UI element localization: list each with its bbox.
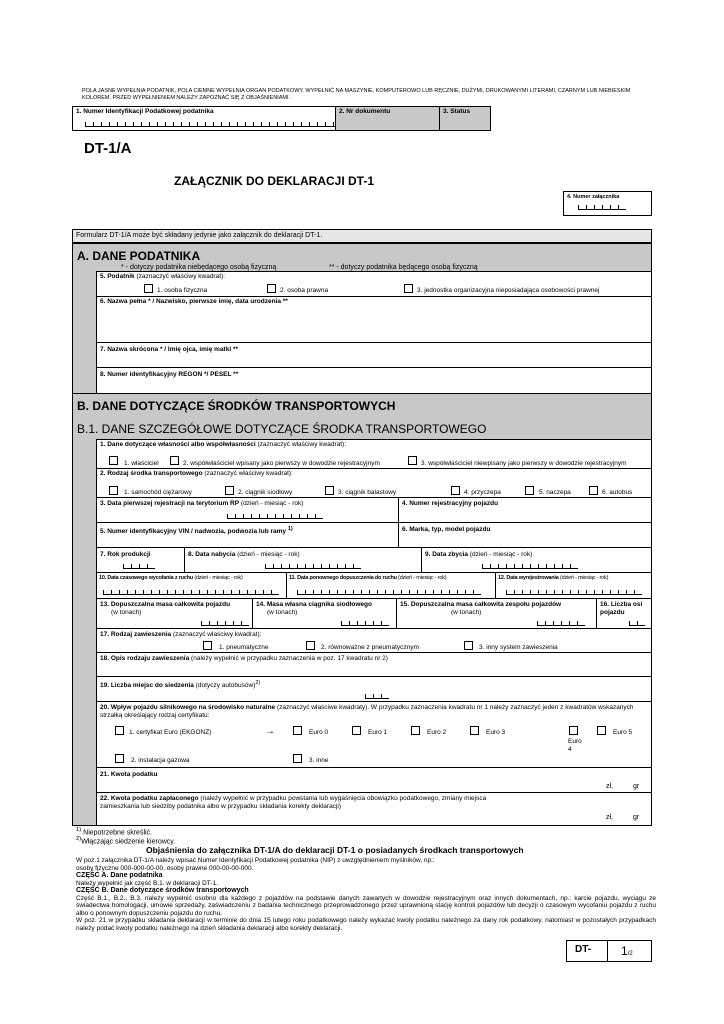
tax-paid-pln: zł, xyxy=(606,814,613,821)
acquisition-date-ticks xyxy=(265,564,361,569)
deregistration-date-hint: (dzień - miesiąc - rok) xyxy=(559,575,609,581)
vin-footnote-ref: 1) xyxy=(287,526,293,532)
combination-weight-label: 15. Dopuszczalna masa całkowita zespołu pojazdów xyxy=(400,601,562,608)
seats-ticks xyxy=(365,694,389,699)
option-other-suspension: 3. inny system zawieszenia xyxy=(479,644,558,651)
tractor-weight-label: 14. Masa własna ciągnika siodłowego xyxy=(256,601,372,608)
explanations-part-b-heading: CZĘŚĆ B. Dane dotyczące środków transportowych xyxy=(76,887,249,894)
checkbox-semi-trailer[interactable] xyxy=(525,486,534,495)
tax-amount-gr: gr xyxy=(633,783,640,790)
tractor-weight-unit: (w tonach) xyxy=(267,609,298,616)
footnote-2-mark: 2) xyxy=(76,836,82,842)
first-registration-hint: (dzień - miesiąc - rok) xyxy=(240,500,304,507)
disposal-date-field[interactable] xyxy=(421,547,652,573)
environment-impact-label: 20. Wpływ pojazdu silnikowego na środowisko naturalne xyxy=(100,704,276,711)
seats-label: 19. Liczba miejsc do siedzenia xyxy=(100,682,194,690)
checkbox-natural-person[interactable] xyxy=(144,284,153,293)
explanations-part-a: Należy wypełnić jak część B.1. w deklaracji DT-1. xyxy=(76,879,218,887)
combination-weight-field[interactable] xyxy=(396,598,597,629)
readmission-date-field[interactable] xyxy=(286,572,496,599)
regon-pesel-label: 8. Numer identyfikacyjny REGON */ PESEL ** xyxy=(100,371,239,378)
disposal-date-ticks xyxy=(482,564,578,569)
option-euro1: Euro 1 xyxy=(368,729,388,736)
footer-page: 1 xyxy=(621,944,628,958)
suspension-description-field[interactable] xyxy=(96,652,652,677)
ownership-hint: (zaznaczyć właściwy kwadrat): xyxy=(257,441,347,448)
footnote-2-text: Włączając siedzenie kierowcy. xyxy=(81,838,176,846)
short-name-field[interactable] xyxy=(96,342,652,368)
tax-paid-label: 22. Kwota podatku zapłaconego xyxy=(100,795,199,802)
acquisition-date-hint: (dzień - miesiąc - rok) xyxy=(237,551,300,558)
gross-weight-unit: (w tonach) xyxy=(111,609,142,616)
short-name-label: 7. Nazwa skrócona * / Imię ojca, imię matki ** xyxy=(100,346,239,353)
attachment-number-field[interactable] xyxy=(563,191,652,216)
seats-hint: (dotyczy autobusów) xyxy=(195,682,256,690)
arrow-icon: → xyxy=(265,726,275,737)
legend-natural: ** - dotyczy podatnika będącego osobą fizyczną xyxy=(329,264,478,271)
vehicle-type-field xyxy=(96,468,652,498)
deregistration-date-ticks xyxy=(506,590,642,595)
tractor-weight-field[interactable] xyxy=(252,598,397,629)
checkbox-gas-installation[interactable] xyxy=(115,754,124,763)
vin-label: 5. Numer identyfikacyjny VIN / nadwozia, podwozia lub ramy xyxy=(100,528,287,536)
regon-pesel-field[interactable] xyxy=(96,367,652,394)
tractor-weight-ticks xyxy=(341,621,389,626)
checkbox-bus[interactable] xyxy=(589,486,598,495)
vin-field[interactable] xyxy=(96,522,399,548)
production-year-label: 7. Rok produkcji xyxy=(100,551,151,558)
option-co-owner-first: 2. współwłaściciel wpisany jako pierwszy w dowodzie rejestracyjnym xyxy=(183,460,380,467)
combination-weight-ticks xyxy=(537,621,585,626)
attachment-number-label: 4. Numer załącznika xyxy=(567,194,620,200)
deregistration-date-label: 12. Data wyrejestrowania xyxy=(498,575,559,581)
status-label: 3. Status xyxy=(443,108,471,115)
checkbox-legal-person[interactable] xyxy=(267,284,276,293)
checkbox-ballast-tractor[interactable] xyxy=(325,486,334,495)
readmission-date-ticks xyxy=(297,590,481,595)
footer-page-number xyxy=(621,944,633,958)
option-bus: 6. autobus xyxy=(602,489,633,496)
tax-paid-gr: gr xyxy=(633,814,640,821)
suspension-type-label: 17. Rodzaj zawieszenia xyxy=(100,631,172,638)
checkbox-euro5[interactable] xyxy=(597,726,606,735)
acquisition-date-label: 8. Data nabycia xyxy=(188,551,236,558)
option-equivalent: 2. równoważne z pneumatycznym xyxy=(321,644,419,651)
explanations-title: Objaśnienia do załącznika DT-1/A do deklaracji DT-1 o posiadanych środkach transportowych xyxy=(146,845,524,855)
gross-weight-label: 13. Dopuszczalna masa całkowita pojazdu xyxy=(100,601,231,608)
axle-count-label: 16. Liczba osi pojazdu xyxy=(600,601,643,616)
option-trailer: 4. przyczepa xyxy=(464,489,501,496)
footnote-1-mark: 1) xyxy=(76,827,82,833)
readmission-date-hint: (dzień - miesiąc - rok) xyxy=(398,575,447,581)
environment-impact-hint: (zaznaczyć właściwe kwadraty). W przypadku zaznaczenia kwadratu nr 1 należy zaznaczyć jeden z kwadratów wskazanych strzałką określający rodzaj certyfikatu: xyxy=(100,704,634,719)
vehicle-type-label: 2. Rodzaj środka transportowego xyxy=(100,470,203,477)
make-model-label: 6. Marka, typ, model pojazdu xyxy=(402,526,491,533)
suspension-description-hint: (należy wypełnić w przypadku zaznaczenia w poz. 17 kwadratu nr 2) xyxy=(191,655,388,662)
checkbox-equivalent[interactable] xyxy=(306,641,315,650)
checkbox-owner[interactable] xyxy=(109,456,118,465)
tax-amount-label: 21. Kwota podatku xyxy=(100,771,158,778)
checkbox-other-impact[interactable] xyxy=(293,754,302,763)
explanations-p1: W poz.1 załącznika DT-1/A należy wpisać Numer Identyfikacji Podatkowej podatnika (NIP) z uwzględnieniem myślników, np.: xyxy=(76,857,435,864)
first-registration-field[interactable] xyxy=(96,497,399,523)
option-euro-cert: 1. certyfikat Euro (EKGONZ) xyxy=(129,729,212,736)
axle-count-ticks xyxy=(629,621,645,626)
option-euro4: Euro 4 xyxy=(568,738,582,753)
tax-paid-field[interactable] xyxy=(96,792,652,826)
footer-form-code: DT- xyxy=(575,944,592,955)
gross-weight-field[interactable] xyxy=(96,598,253,629)
registration-number-field[interactable] xyxy=(398,497,652,523)
temporary-withdrawal-hint: (dzień - miesiąc - rok) xyxy=(194,575,243,581)
checkbox-co-owner-other[interactable] xyxy=(408,456,417,465)
option-semi-trailer: 5. naczepa xyxy=(539,489,571,496)
option-ballast-tractor: 3. ciągnik balastowy xyxy=(338,489,397,496)
doc-number-label: 2. Nr dokumentu xyxy=(339,108,391,115)
page-footer xyxy=(566,940,652,962)
option-co-owner-other: 3. współwłaściciel niewpisany jako pierwszy w dowodzie rejestracyjnym xyxy=(421,460,627,467)
tax-amount-pln: zł, xyxy=(606,783,613,790)
option-euro3: Euro 3 xyxy=(486,729,506,736)
temporary-withdrawal-label: 10. Data czasowego wycofania z ruchu xyxy=(99,575,193,581)
option-euro2: Euro 2 xyxy=(427,729,447,736)
seats-footnote-ref: 2) xyxy=(255,680,261,686)
checkbox-truck[interactable] xyxy=(109,486,118,495)
option-euro5: Euro 5 xyxy=(613,729,633,736)
option-legal-person: 2. osoba prawna xyxy=(280,287,329,294)
explanations-part-b: Część B.1., B.2., B.3. należy wypełnić osobno dla każdego z pojazdów na podstawie danych zawartych w dowodzie rejestracyjnym oraz innych dokumentach, np.: karcie pojazdu, wyciągu ze świadectwa homologacji, umowie sprzedaży, zaświadczeniu z badania technicznego przeprowadzonego przez uprawnioną stację kontroli pojazdów lub decyzji o czasowym wycofaniu pojazdu z ruchu albo o ponownym dopuszczeniu pojazdu do ruchu. xyxy=(76,894,656,917)
combination-weight-unit: (w tonach) xyxy=(451,609,482,616)
option-org-unit: 3. jednostka organizacyjna nieposiadająca osobowości prawnej xyxy=(417,287,600,294)
form-code: DT-1/A xyxy=(84,140,132,157)
first-registration-ticks xyxy=(227,514,323,519)
full-name-field[interactable] xyxy=(96,296,652,343)
footer-page-total: /2 xyxy=(627,951,633,957)
full-name-label: 6. Nazwa pełna * / Nazwisko, pierwsze imię, data urodzenia ** xyxy=(100,298,288,305)
tax-amount-field[interactable] xyxy=(96,767,652,793)
checkbox-euro0[interactable] xyxy=(293,726,302,735)
explanations-p2: osoby fizyczne 000-000-00-00, osoby prawne 000-00-00-000. xyxy=(76,864,254,872)
suspension-description-label: 18. Opis rodzaju zawieszenia xyxy=(100,655,190,662)
page-title: ZAŁĄCZNIK DO DEKLARACJI DT-1 xyxy=(174,174,374,188)
option-other-impact: 3. inne xyxy=(309,757,329,764)
checkbox-pneumatic[interactable] xyxy=(203,641,212,650)
section-b1-title: B.1. DANE SZCZEGÓŁOWE DOTYCZĄCE ŚRODKA TRANSPORTOWEGO xyxy=(77,422,487,436)
checkbox-euro1[interactable] xyxy=(352,726,361,735)
taxpayer-type-label: 5. Podatnik xyxy=(100,273,135,280)
checkbox-trailer[interactable] xyxy=(451,486,460,495)
disposal-date-label: 9. Data zbycia xyxy=(425,551,468,558)
fill-instructions: POLA JASNE WYPEŁNIA PODATNIK, POLA CIEMNE WYPEŁNIA ORGAN PODATKOWY. WYPEŁNIĆ NA MASZYNIE, KOMPUTEROWO LUB RĘCZNIE, DUŻYMI, DRUKOWANYMI LITERAMI, CZARNYM LUB NIEBIESKIM KOLOREM. PRZED WYPEŁNIENIEM NALEŻY ZAPOZNAĆ SIĘ Z OBJAŚNIENIAMI. xyxy=(82,88,631,101)
taxpayer-type-field xyxy=(96,271,652,297)
note-text: Formularz DT-1/A może być składany jedynie jako załącznik do deklaracji DT-1. xyxy=(76,232,323,239)
option-truck: 1. samochód ciężarowy xyxy=(124,489,192,496)
vehicle-type-hint: (zaznaczyć właściwy kwadrat): xyxy=(204,470,293,477)
option-euro0: Euro 0 xyxy=(309,729,329,736)
checkbox-other-suspension[interactable] xyxy=(464,641,473,650)
doc-number-field xyxy=(335,106,440,131)
section-a-title: A. DANE PODATNIKA xyxy=(77,249,201,263)
status-field xyxy=(439,106,491,131)
registration-number-label: 4. Numer rejestracyjny pojazdu xyxy=(402,500,499,507)
footnote-1-text: Niepotrzebne skreślić. xyxy=(83,829,153,837)
note-row xyxy=(72,229,652,243)
explanations-field-21: W poz. 21 w przypadku składania deklaracji w terminie do dnia 15 lutego roku podatkowego należy wykazać kwoty podatku należnego za dany rok podatkowy, natomiast w pozostałych przypadkach należy podać kwoty podatku należnego na dzień składania deklaracji albo korekty deklaracji. xyxy=(76,917,656,932)
checkbox-co-owner-first[interactable] xyxy=(170,456,179,465)
attachment-ticks xyxy=(578,205,626,210)
ownership-field xyxy=(96,439,652,469)
production-year-ticks xyxy=(123,564,155,569)
suspension-type-field xyxy=(96,628,652,653)
make-model-field[interactable] xyxy=(398,522,652,548)
disposal-date-hint: (dzień - miesiąc - rok) xyxy=(469,551,533,558)
environment-impact-field xyxy=(96,701,652,768)
footer-divider xyxy=(607,941,608,961)
temporary-withdrawal-field[interactable] xyxy=(96,572,287,599)
taxpayer-type-hint: (zaznaczyć właściwy kwadrat): xyxy=(136,273,225,280)
explanations-part-a-heading: CZĘŚĆ A. Dane podatnika xyxy=(76,872,163,879)
gross-weight-ticks xyxy=(201,621,249,626)
temporary-withdrawal-ticks xyxy=(103,590,279,595)
option-tractor-unit: 2. ciągnik siodłowy xyxy=(238,489,293,496)
checkbox-euro4[interactable] xyxy=(569,726,578,735)
axle-count-field[interactable] xyxy=(596,598,652,629)
checkbox-tractor-unit[interactable] xyxy=(225,486,234,495)
option-pneumatic: 1. pneumatyczne xyxy=(219,644,269,651)
readmission-date-label: 11. Data ponownego dopuszczenia do ruchu xyxy=(289,575,397,581)
checkbox-org-unit[interactable] xyxy=(404,284,413,293)
checkbox-euro3[interactable] xyxy=(470,726,479,735)
nip-field[interactable] xyxy=(72,106,336,131)
section-b-title: B. DANE DOTYCZĄCE ŚRODKÓW TRANSPORTOWYCH xyxy=(77,399,396,413)
option-natural-person: 1. osoba fizyczna xyxy=(157,287,208,294)
checkbox-euro-cert[interactable] xyxy=(115,726,124,735)
production-year-field[interactable] xyxy=(96,547,185,573)
option-owner: 1. właściciel xyxy=(124,460,159,467)
tax-paid-hint: (należy wypełnić w przypadku powstania lub wygaśnięcia obowiązku podatkowego, zmiany miejsca zamieszkania lub siedziby podatnika albo w przypadku składania korekty deklaracji) xyxy=(100,795,487,810)
first-registration-label: 3. Data pierwszej rejestracji na terytorium RP xyxy=(100,500,240,507)
nip-label: 1. Numer Identyfikacji Podatkowej podatnika xyxy=(76,108,214,115)
suspension-type-hint: (zaznaczyć właściwy kwadrat): xyxy=(172,631,262,638)
deregistration-date-field[interactable] xyxy=(495,572,652,599)
seats-field[interactable] xyxy=(96,676,652,702)
legend-legal: * - dotyczy podatnika niebędącego osobą fizyczną xyxy=(121,264,277,271)
checkbox-euro2[interactable] xyxy=(411,726,420,735)
option-gas-installation: 2. instalacja gazowa xyxy=(131,757,190,764)
acquisition-date-field[interactable] xyxy=(184,547,422,573)
explanations-body xyxy=(76,857,656,932)
nip-ticks xyxy=(85,122,373,127)
ownership-label: 1. Dane dotyczące własności albo współwłasności xyxy=(100,441,256,448)
